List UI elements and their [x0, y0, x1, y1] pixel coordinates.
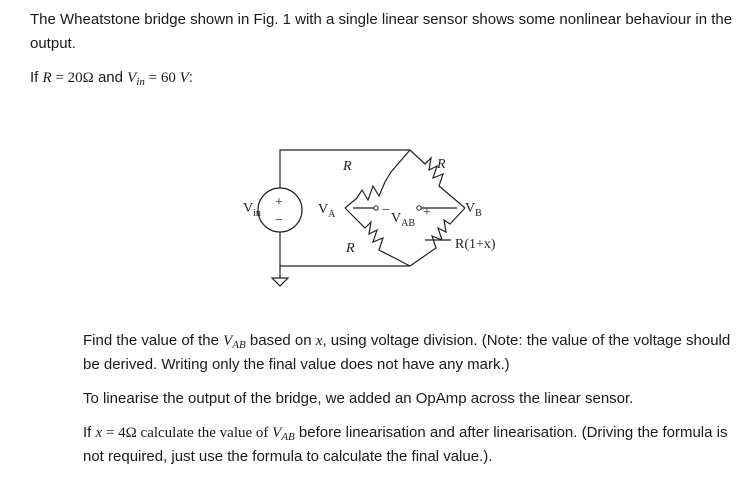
r-value: = 20Ω: [51, 70, 94, 86]
q2-text: To linearise the output of the bridge, we added an OpAmp across the linear sensor.: [83, 390, 634, 407]
label-vab-plus: +: [423, 205, 431, 220]
label-va: $V_A$: [318, 202, 336, 220]
label-r-top-right: R: [437, 157, 446, 172]
given-values: [30, 66, 193, 90]
intro-text: [30, 8, 745, 56]
q1-text-2: based on: [245, 332, 316, 349]
label-vab: $V_{AB}$: [391, 211, 416, 229]
label-vab-minus: −: [382, 203, 390, 218]
x-symbol: x: [315, 333, 323, 349]
label-sensor: R(1+x): [455, 237, 496, 252]
question-3: [83, 421, 743, 469]
r-symbol: R: [42, 70, 52, 86]
node-a-terminal: [374, 206, 378, 210]
vin-value: = 60: [144, 70, 180, 86]
source-plus: +: [275, 195, 283, 210]
ground-icon: [272, 278, 288, 286]
q3-text-2: = 4Ω calculate the value of: [102, 425, 273, 441]
vab-symbol: $V_{AB}$: [223, 333, 246, 351]
intro-line: The Wheatstone bridge shown in Fig. 1 with a single linear sensor shows some nonlinear behaviour in the output.: [30, 11, 733, 52]
label-vb: $V_B$: [465, 201, 482, 219]
wheatstone-bridge-diagram: [225, 140, 525, 295]
label-vin: $V_{in}$: [243, 201, 261, 219]
vin-symbol: $V_{in}$: [127, 70, 145, 88]
q3-text-3: before linearisation and after linearisation. (Driving the formula is not required, just use the formula to calculate the final value.).: [83, 424, 728, 465]
node-b-terminal: [417, 206, 421, 210]
x-symbol: x: [95, 425, 103, 441]
and-word: and: [93, 69, 128, 86]
question-1: [83, 329, 733, 377]
vab-symbol: $V_{AB}$: [272, 425, 295, 443]
given-colon: :: [188, 69, 193, 86]
label-r-top-left: R: [343, 159, 352, 174]
q1-text-3: , using voltage division. (Note: the value of the voltage should be derived. Writing only the final value does not have any mark.): [83, 332, 731, 373]
q1-text-1: Find the value of the: [83, 332, 224, 349]
vin-unit: V: [179, 70, 189, 86]
q3-text-1: If: [83, 424, 96, 441]
label-r-bottom-left: R: [346, 241, 355, 256]
question-2: [83, 387, 733, 411]
source-minus: −: [275, 213, 283, 228]
given-prefix: If: [30, 69, 43, 86]
